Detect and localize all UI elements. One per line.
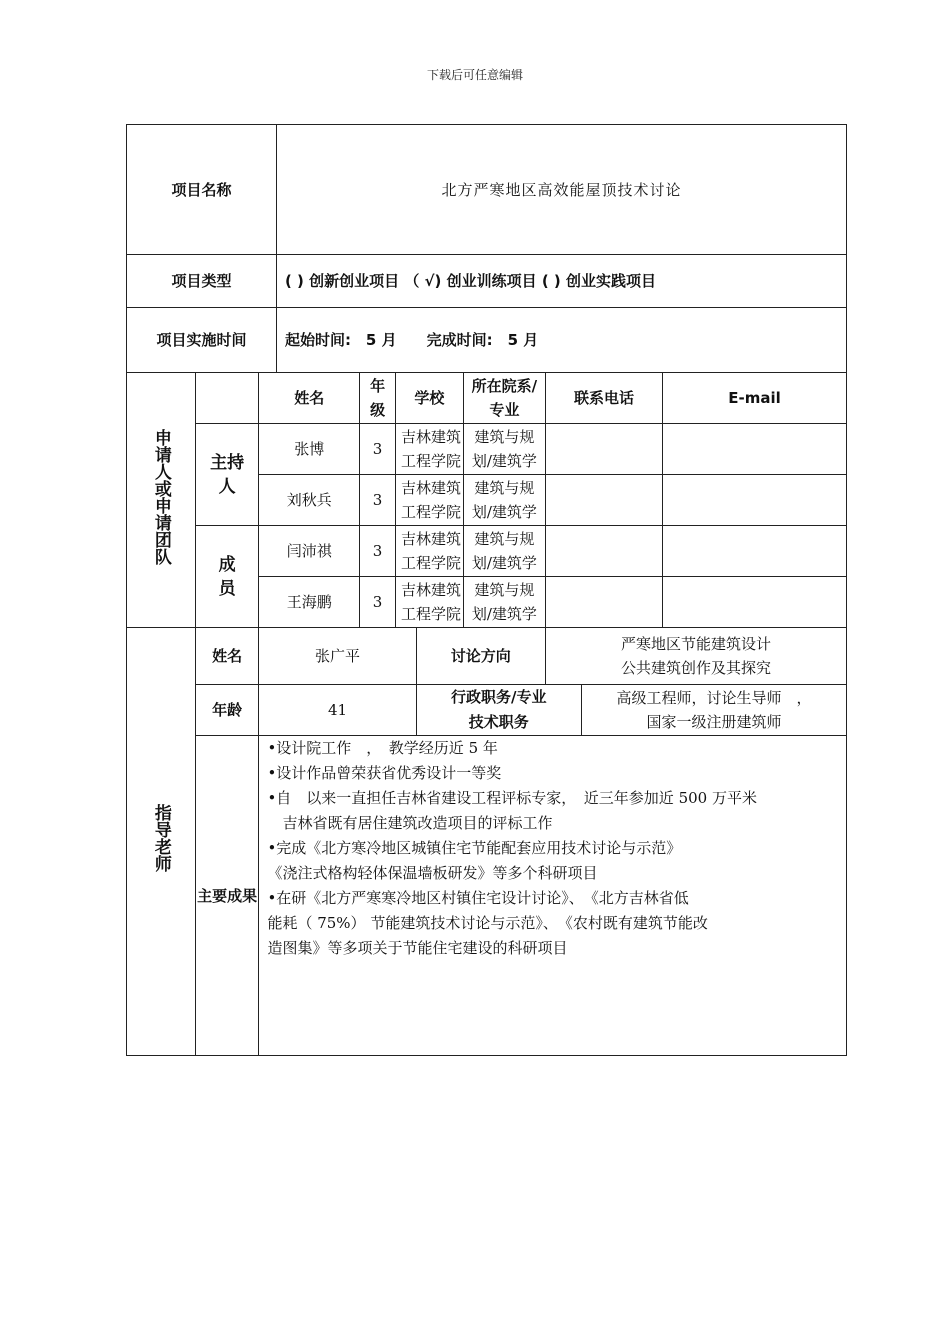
advisor-direction-line: 严寒地区节能建筑设计 <box>620 635 771 653</box>
member-school <box>396 424 464 475</box>
member-dept <box>463 424 545 475</box>
member-dept <box>463 526 545 577</box>
member-dept-text: 建筑与规划/建筑学 <box>471 479 537 521</box>
member-school-text: 吉林建筑工程学院 <box>401 428 462 470</box>
achievement-line: 能耗（ 75%） 节能建筑技术讨论与示范》、 《农村既有建筑节能改 <box>267 914 708 932</box>
advisor-title-line: 国家一级注册建筑师 <box>646 713 782 731</box>
advisor-title-line: 高级工程师，讨论生导师 ， <box>616 689 812 707</box>
achievement-line: •设计作品曾荣获省优秀设计一等奖 <box>267 764 502 782</box>
member-dept <box>463 577 545 628</box>
member-grade: 3 <box>360 526 396 577</box>
member-school-text: 吉林建筑工程学院 <box>401 479 462 521</box>
member-school <box>396 577 464 628</box>
member-grade: 3 <box>360 577 396 628</box>
advisor-direction-line: 公共建筑创作及其探究 <box>620 659 771 677</box>
col-header-dept <box>463 373 545 424</box>
team-section-label <box>127 373 196 628</box>
col-header-name: 姓名 <box>259 373 360 424</box>
member-school-text: 吉林建筑工程学院 <box>401 581 462 623</box>
member-label <box>195 526 259 628</box>
advisor-title-label-text: 行政职务/专业技术职务 <box>450 688 547 731</box>
col-header-dept-text: 所在院系/专业 <box>471 377 538 419</box>
team-header-blank <box>195 373 259 424</box>
achievements-label: 主要成果 <box>195 736 259 1056</box>
achievement-line: •完成《北方寒冷地区城镇住宅节能配套应用技术讨论与示范》 <box>267 839 682 857</box>
project-time-value: 起始时间: 5 月 完成时间: 5 月 <box>276 308 846 373</box>
member-name: 刘秋兵 <box>259 475 360 526</box>
member-dept <box>463 475 545 526</box>
col-header-school: 学校 <box>396 373 464 424</box>
achievement-line: 造图集》等多项关于节能住宅建设的科研项目 <box>267 939 568 957</box>
advisor-section-text: 指导老师 <box>150 804 171 872</box>
advisor-name-label: 姓名 <box>195 628 259 685</box>
advisor-age-value: 41 <box>259 685 416 736</box>
col-header-email: E-mail <box>663 373 847 424</box>
project-type-label: 项目类型 <box>127 255 277 308</box>
member-dept-text: 建筑与规划/建筑学 <box>471 530 537 572</box>
member-phone <box>545 526 662 577</box>
achievement-line: •设计院工作 ， 教学经历近 5 年 <box>267 739 498 757</box>
col-header-phone: 联系电话 <box>545 373 662 424</box>
advisor-direction-label: 讨论方向 <box>416 628 545 685</box>
member-grade: 3 <box>360 424 396 475</box>
achievement-line: •在研《北方严寒寒冷地区村镇住宅设计讨论》、 《北方吉林省低 <box>267 889 689 907</box>
host-label-text: 主持人 <box>210 452 245 497</box>
member-school <box>396 526 464 577</box>
advisor-name-value: 张广平 <box>259 628 416 685</box>
member-name: 王海鹏 <box>259 577 360 628</box>
achievement-line: 吉林省既有居住建筑改造项目的评标工作 <box>267 814 553 832</box>
achievement-line: •自 以来一直担任吉林省建设工程评标专家， 近三年参加近 500 万平米 <box>267 789 757 807</box>
member-email <box>663 424 847 475</box>
project-type-value: ( ) 创新创业项目 （ √) 创业训练项目 ( ) 创业实践项目 <box>276 255 846 308</box>
member-dept-text: 建筑与规划/建筑学 <box>471 428 537 470</box>
member-school <box>396 475 464 526</box>
achievements-text <box>259 736 847 1056</box>
member-phone <box>545 577 662 628</box>
page-header-note: 下载后可任意编辑 <box>426 68 523 82</box>
advisor-title-label <box>416 685 581 736</box>
member-school-text: 吉林建筑工程学院 <box>401 530 462 572</box>
member-email <box>663 475 847 526</box>
col-header-grade-text: 年级 <box>370 377 386 419</box>
member-name: 闫沛祺 <box>259 526 360 577</box>
member-dept-text: 建筑与规划/建筑学 <box>471 581 537 623</box>
col-header-grade <box>360 373 396 424</box>
project-time-label: 项目实施时间 <box>127 308 277 373</box>
achievement-line: 《浇注式格构轻体保温墙板研发》等多个科研项目 <box>267 864 598 882</box>
table-row <box>127 424 847 475</box>
project-name-label: 项目名称 <box>127 125 277 255</box>
project-name-value: 北方严寒地区高效能屋顶技术讨论 <box>276 125 846 255</box>
advisor-title-value <box>581 685 846 736</box>
host-label <box>195 424 259 526</box>
advisor-age-label: 年龄 <box>195 685 259 736</box>
member-name: 张博 <box>259 424 360 475</box>
member-phone <box>545 475 662 526</box>
table-row <box>127 526 847 577</box>
member-phone <box>545 424 662 475</box>
member-label-text: 成员 <box>218 554 236 599</box>
member-email <box>663 577 847 628</box>
application-form <box>126 124 847 1056</box>
team-section-text: 申请人或申请团队 <box>150 428 171 565</box>
member-grade: 3 <box>360 475 396 526</box>
advisor-section-label <box>127 628 196 1056</box>
member-email <box>663 526 847 577</box>
advisor-direction-value <box>545 628 846 685</box>
